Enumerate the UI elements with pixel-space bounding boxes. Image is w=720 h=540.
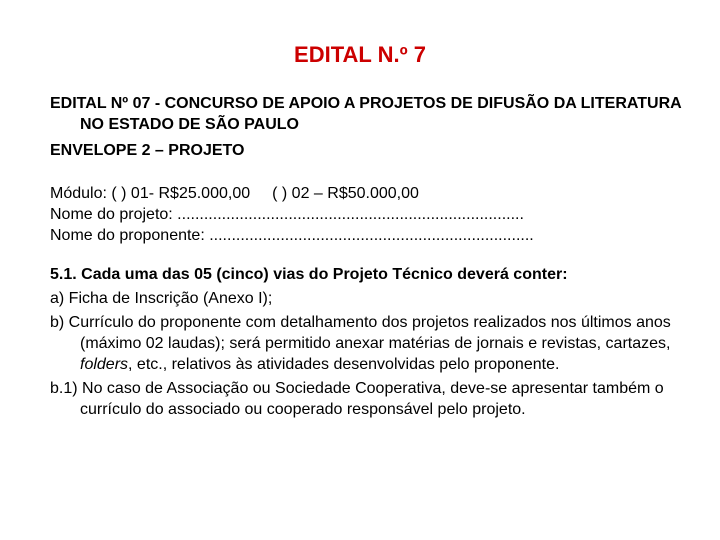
section-number: 5.1. xyxy=(50,266,77,283)
item-b1: b.1) No caso de Associação ou Sociedade Cooperativa, deve-se apresentar também o currículo do associado ou cooperado responsável pelo projeto. xyxy=(50,380,664,418)
nome-projeto-field: Nome do projeto: .............................................................................. xyxy=(50,206,524,223)
edital-heading: EDITAL Nº 07 - CONCURSO DE APOIO A PROJETOS DE DIFUSÃO DA LITERATURA NO ESTADO DE SÃO PAULO xyxy=(50,95,682,133)
item-b xyxy=(50,312,690,375)
section-intro xyxy=(50,264,690,285)
modulo-option-2: ( ) 02 – R$50.000,00 xyxy=(272,185,419,202)
document-title: EDITAL N.º 7 xyxy=(294,42,426,67)
document-body xyxy=(50,93,690,420)
modulo-option-1: Módulo: ( ) 01- R$25.000,00 xyxy=(50,185,251,202)
envelope-label: ENVELOPE 2 – PROJETO xyxy=(50,142,245,159)
section-intro-text: Cada uma das 05 (cinco) vias do Projeto Técnico deverá conter: xyxy=(81,266,568,283)
modulo-line xyxy=(50,183,690,204)
item-a: a) Ficha de Inscrição (Anexo I); xyxy=(50,290,273,307)
nome-proponente-field: Nome do proponente: ......................................................................... xyxy=(50,227,534,244)
item-b-italic: folders xyxy=(80,356,129,373)
item-b-text-start: b) Currículo do proponente com detalhamento dos projetos realizados nos últimos anos (máximo 02 laudas); será permitido anexar matérias de jornais e revistas, cartazes, xyxy=(50,314,671,352)
item-b-text-end: , etc., relativos às atividades desenvolvidas pelo proponente. xyxy=(128,356,560,373)
